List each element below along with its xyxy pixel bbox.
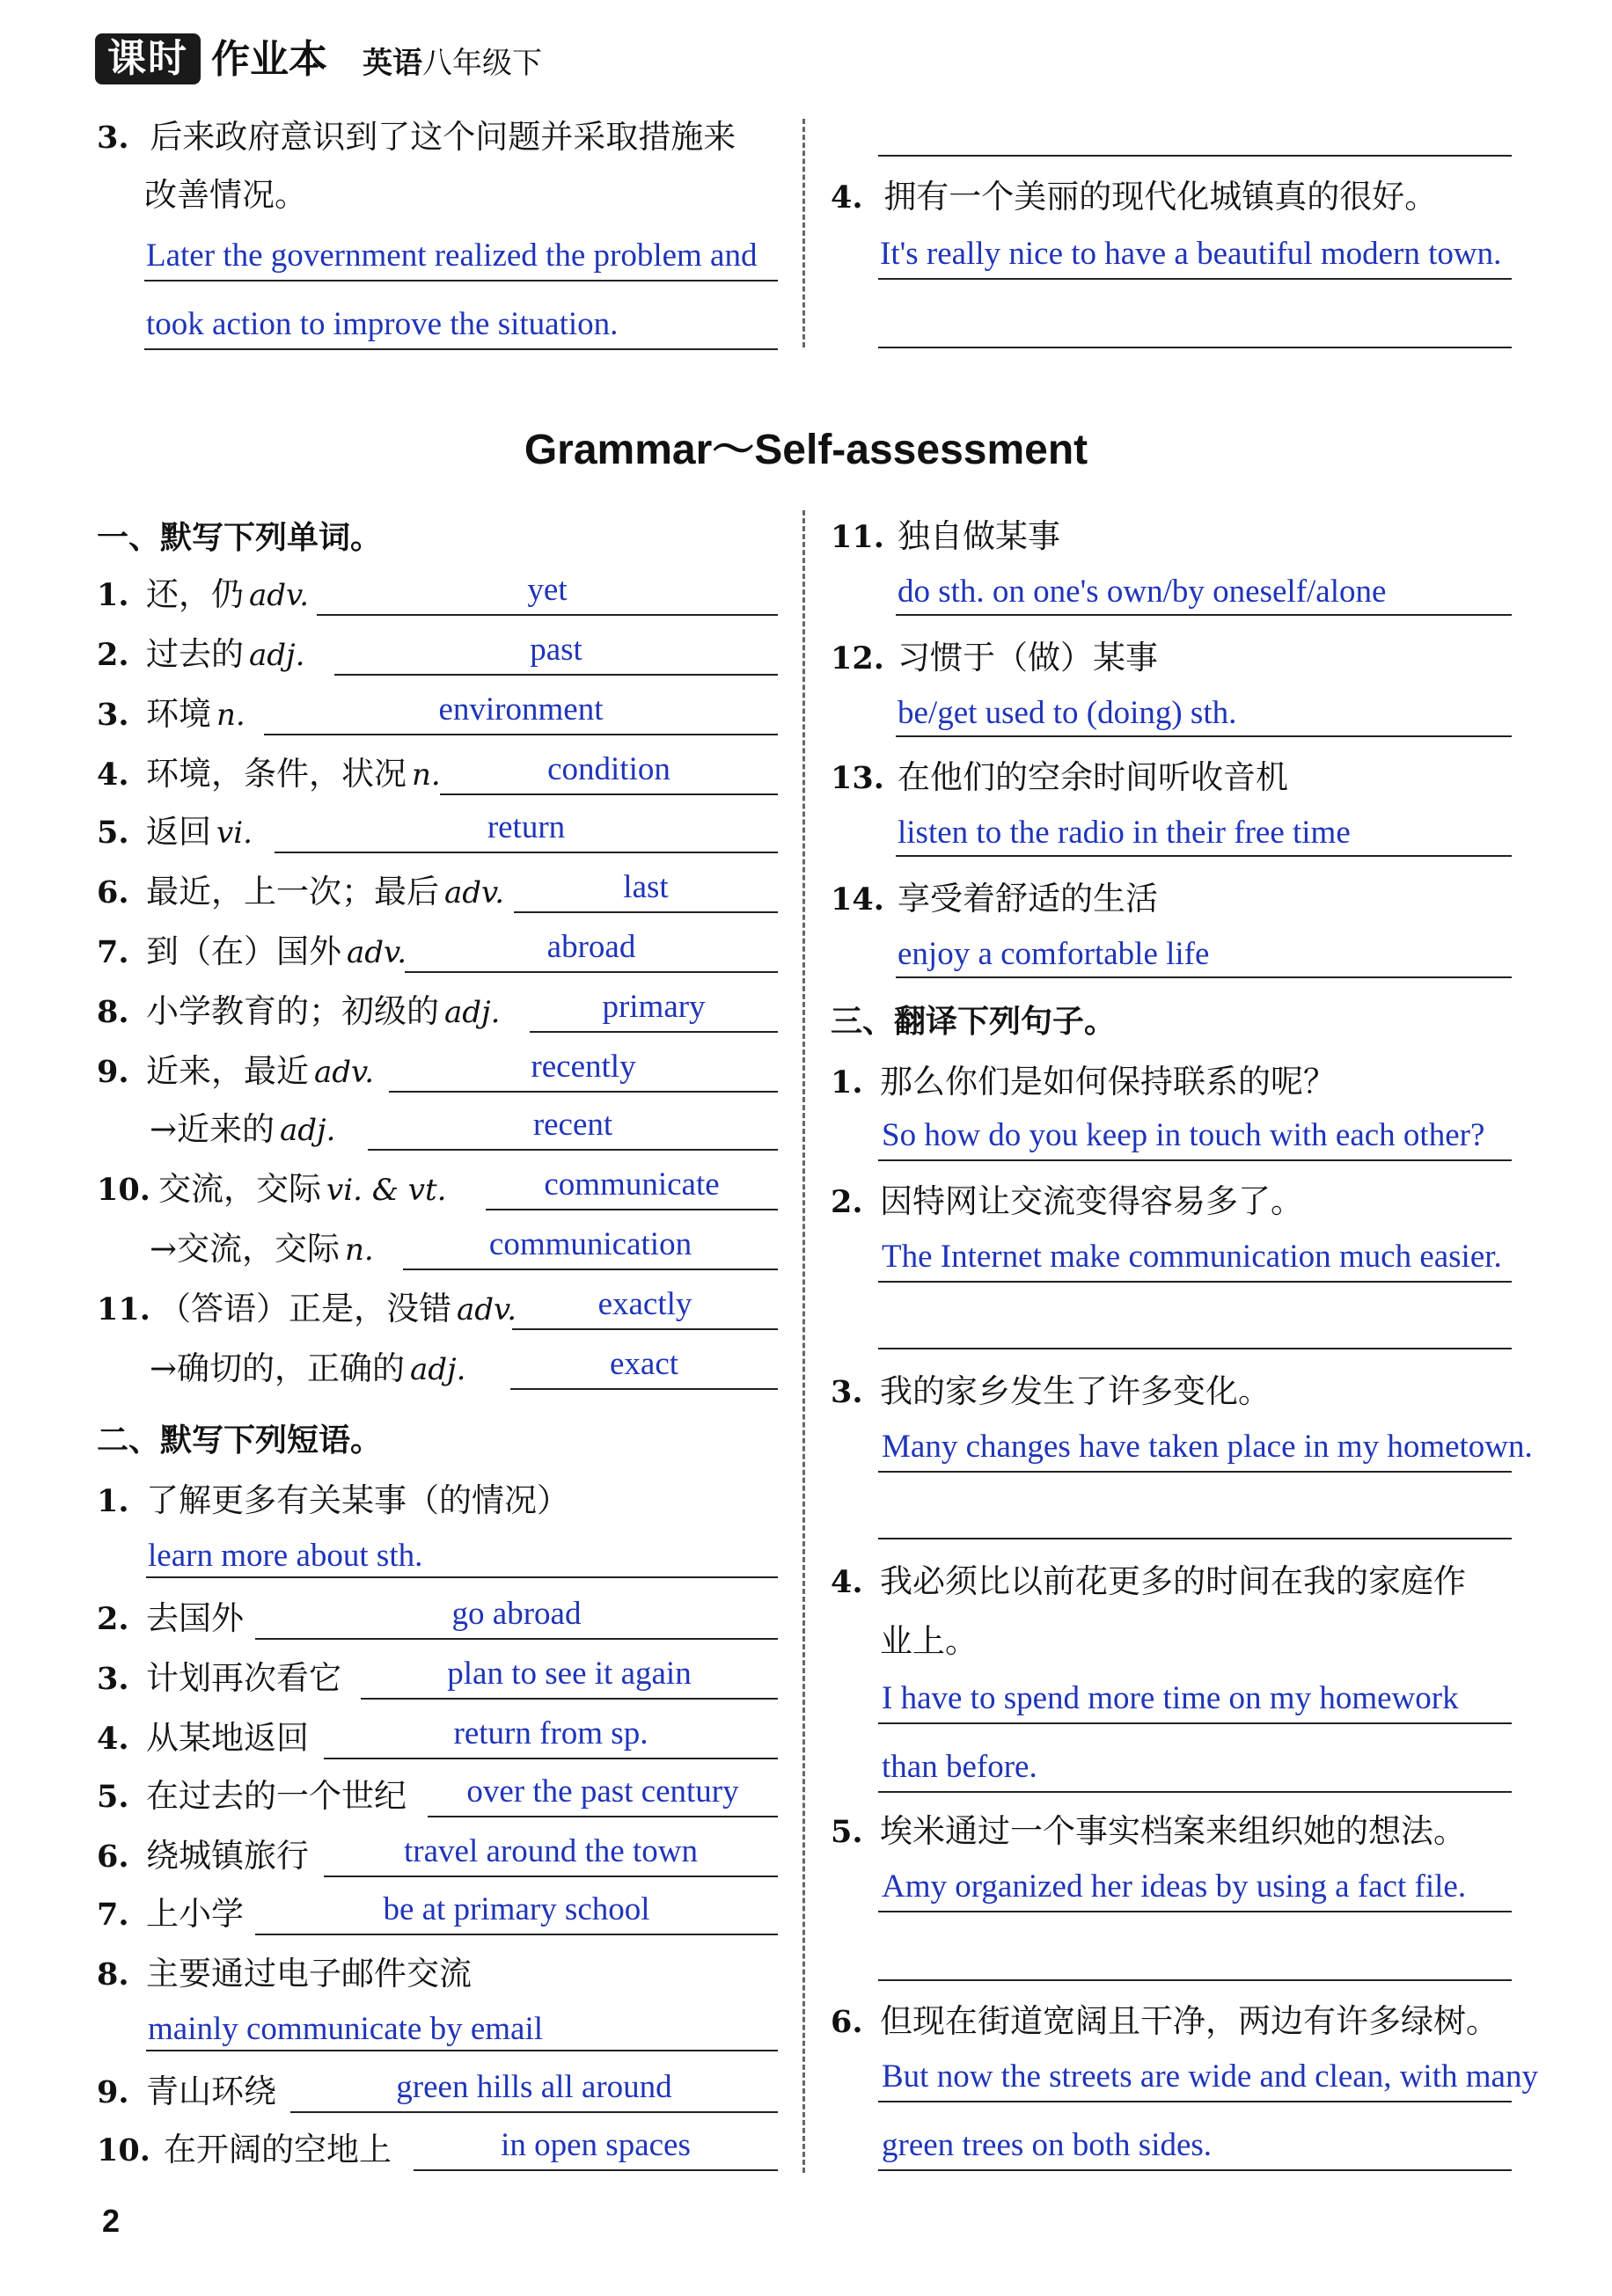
phrase-item [97, 2127, 392, 2174]
item-number: 3. [97, 697, 129, 733]
phrase-answer: listen to the radio in their free time [898, 815, 1351, 851]
phrase-item [97, 1951, 472, 1998]
phrase-item [97, 1773, 407, 1820]
phrase-chinese: 从某地返回 [146, 1719, 309, 1757]
phrase-item [831, 635, 1158, 682]
sentence-chinese-line2: 业上。 [880, 1622, 978, 1660]
item-number: 1. [831, 1064, 863, 1100]
phrase-item [831, 514, 1060, 560]
answer-line [428, 1816, 778, 1817]
word-item [97, 572, 309, 618]
part-of-speech: n. [216, 698, 245, 733]
answer-line [878, 1348, 1512, 1349]
answer-line [405, 971, 778, 973]
phrase-chinese: 在过去的一个世纪 [146, 1777, 407, 1815]
part-of-speech: adv. [444, 875, 505, 910]
word-item [97, 1346, 465, 1393]
book-title: 作业本 [211, 37, 327, 82]
phrase-item [97, 1833, 309, 1880]
answer-line [514, 911, 778, 913]
word-chinese: →交流，交际 [150, 1230, 341, 1268]
answer-line [290, 2111, 778, 2113]
word-item [97, 929, 407, 976]
answer-line [334, 674, 778, 676]
item-number: 11. [97, 1291, 150, 1327]
item-number: 3. [97, 1661, 129, 1697]
answer-line [878, 1281, 1512, 1283]
phrase-chinese: 了解更多有关某事（的情况） [146, 1481, 569, 1519]
sentence-chinese: 我的家乡发生了许多变化。 [880, 1372, 1271, 1410]
word-answer: environment [438, 691, 604, 728]
answer-line [878, 2169, 1512, 2171]
grade: 八年级下 [422, 46, 542, 81]
item-number: 1. [97, 1483, 129, 1519]
phrase-answer: return from sp. [453, 1715, 648, 1751]
phrase-chinese: 享受着舒适的生活 [898, 880, 1158, 918]
item-number: 6. [97, 1839, 129, 1875]
section-title: Grammar～Self-assessment [524, 427, 1088, 473]
item-number: 12. [831, 640, 884, 676]
sentence-answer: But now the streets are wide and clean, with many [882, 2058, 1538, 2095]
top-answer-3-line1: Later the government realized the problem and [146, 238, 758, 274]
phrase-item [831, 876, 1158, 923]
phrase-answer: do sth. on one's own/by oneself/alone [898, 574, 1387, 610]
phrase-answer: mainly communicate by email [148, 2011, 544, 2047]
word-answer: past [530, 632, 583, 668]
item-number: 5. [97, 815, 129, 851]
answer-line [324, 1758, 778, 1759]
sentence-item [831, 1059, 1336, 1106]
part-of-speech: n. [412, 757, 441, 793]
answer-line [878, 1791, 1512, 1793]
phrase-chinese: 独自做某事 [898, 517, 1060, 555]
item-number: 9. [97, 2074, 129, 2110]
word-chinese: 还，仍 [146, 575, 244, 613]
book-logo: 课时 [95, 33, 201, 84]
word-item [97, 1286, 517, 1333]
item-number: 8. [97, 994, 129, 1030]
item-number: 10. [97, 1172, 150, 1208]
answer-line [530, 1031, 778, 1033]
phrase-answer: over the past century [466, 1773, 739, 1810]
sentence-answer: green trees on both sides. [882, 2127, 1213, 2163]
phrase-item [97, 1891, 244, 1938]
word-item [97, 989, 500, 1035]
word-chinese: （答语）正是，没错 [158, 1290, 451, 1327]
answer-line [440, 793, 778, 795]
part-of-speech: vi. & vt. [326, 1173, 447, 1208]
word-answer: return [487, 809, 566, 845]
item-number: 5. [831, 1814, 863, 1850]
item-number: 1. [97, 577, 129, 613]
top-question-4: 4. 拥有一个美丽的现代化城镇真的很好。 [831, 178, 1438, 216]
answer-line [878, 347, 1512, 348]
column-divider-top [802, 119, 805, 347]
answer-line [896, 614, 1512, 616]
answer-line [878, 1538, 1512, 1539]
word-chinese: 返回 [146, 813, 211, 851]
word-answer: abroad [546, 929, 636, 965]
sentence-item [831, 1369, 1271, 1415]
answer-line [896, 976, 1512, 978]
word-item [97, 751, 441, 798]
word-chinese: 到（在）国外 [146, 932, 341, 970]
word-answer: communication [488, 1226, 692, 1262]
word-chinese: →确切的，正确的 [150, 1349, 406, 1387]
word-answer: exactly [597, 1286, 692, 1322]
part-of-speech: adv. [347, 935, 407, 970]
item-number: 2. [831, 1184, 863, 1220]
word-item [97, 869, 504, 916]
part-of-speech: n. [345, 1232, 374, 1268]
phrase-chinese: 上小学 [146, 1895, 244, 1933]
word-answer: primary [602, 989, 706, 1025]
item-number: 9. [97, 1054, 129, 1090]
phrase-item [97, 2069, 276, 2116]
item-number: 11. [831, 519, 884, 555]
part-of-speech: adj. [410, 1352, 466, 1387]
phrase-chinese: 在开阔的空地上 [164, 2131, 392, 2168]
answer-line [368, 1149, 778, 1151]
word-answer: recent [532, 1107, 613, 1143]
word-item [97, 1049, 374, 1095]
word-item [97, 691, 245, 738]
sentence-answer: than before. [882, 1749, 1037, 1785]
sentence-chinese: 我必须比以前花更多的时间在我的家庭作 [880, 1562, 1466, 1600]
sentence-answer: The Internet make communication much easier. [882, 1239, 1502, 1275]
sentence-chinese: 埃米通过一个事实档案来组织她的想法。 [880, 1812, 1466, 1850]
answer-line [403, 1269, 778, 1270]
answer-line [878, 1979, 1512, 1981]
answer-line [878, 1471, 1512, 1473]
phrase-item [97, 1478, 569, 1525]
word-item [97, 1107, 335, 1153]
answer-line [878, 1911, 1512, 1912]
item-number: 6. [97, 874, 129, 910]
word-item [97, 1226, 374, 1273]
word-answer: exact [609, 1346, 679, 1382]
phrase-answer: go abroad [451, 1596, 582, 1632]
page-number: 2 [102, 2203, 121, 2239]
phrase-chinese: 去国外 [146, 1599, 244, 1637]
word-chinese: 小学教育的；初级的 [146, 992, 439, 1030]
word-answer: yet [527, 572, 568, 608]
item-number: 5. [97, 1779, 129, 1815]
phrase-answer: plan to see it again [447, 1656, 692, 1692]
answer-line [878, 278, 1512, 280]
word-item [97, 809, 253, 856]
part-of-speech: adv. [457, 1292, 517, 1327]
word-chinese: 交流，交际 [158, 1170, 321, 1208]
part3-heading: 三、翻译下列句子。 [831, 1004, 1117, 1040]
part-of-speech: adv. [314, 1055, 375, 1090]
item-number: 7. [97, 934, 129, 970]
answer-line [146, 1576, 778, 1578]
item-number: 4. [831, 1564, 863, 1600]
word-chinese: 最近，上一次；最后 [146, 873, 439, 910]
answer-line [255, 1934, 778, 1935]
answer-line [414, 2169, 778, 2171]
part-of-speech: vi. [216, 815, 253, 851]
answer-line [361, 1698, 778, 1700]
sentence-answer: So how do you keep in touch with each other? [882, 1117, 1485, 1153]
sentence-chinese: 因特网让交流变得容易多了。 [880, 1182, 1303, 1220]
subject-grade [363, 42, 542, 84]
answer-line [896, 735, 1512, 737]
word-answer: communicate [544, 1166, 720, 1203]
item-number: 3. [831, 1374, 863, 1410]
word-item [97, 1166, 446, 1213]
answer-line [878, 1722, 1512, 1724]
phrase-chinese: 主要通过电子邮件交流 [146, 1955, 472, 1993]
subject: 英语 [363, 46, 422, 81]
phrase-answer: be at primary school [383, 1891, 650, 1927]
phrase-answer: in open spaces [501, 2127, 691, 2163]
phrase-answer: enjoy a comfortable life [898, 936, 1210, 972]
part-of-speech: adj. [444, 995, 501, 1030]
sentence-item [831, 1559, 1466, 1605]
word-item [97, 632, 304, 678]
column-divider [802, 510, 805, 2173]
sentence-item [831, 1999, 1498, 2045]
answer-line [512, 1328, 778, 1330]
item-number: 6. [831, 2004, 863, 2040]
answer-line [896, 855, 1512, 857]
answer-line [146, 2050, 778, 2051]
item-number: 10. [97, 2132, 150, 2168]
phrase-answer: be/get used to (doing) sth. [898, 695, 1237, 731]
answer-line [486, 1209, 778, 1210]
answer-line [389, 1091, 778, 1093]
sentence-chinese: 但现在街道宽阔且干净，两边有许多绿树。 [880, 2002, 1498, 2040]
answer-line [878, 1159, 1512, 1161]
item-number: 13. [831, 760, 884, 796]
answer-line [275, 852, 778, 853]
part-of-speech: adj. [249, 638, 305, 673]
phrase-item [97, 1715, 309, 1762]
word-chinese: 环境，条件，状况 [146, 755, 407, 793]
phrase-chinese: 计划再次看它 [146, 1659, 341, 1697]
part2-heading: 二、默写下列短语。 [97, 1422, 383, 1459]
word-answer: last [623, 869, 669, 905]
phrase-chinese: 在他们的空余时间听收音机 [898, 758, 1288, 796]
answer-line [878, 2101, 1512, 2102]
word-chinese: 环境 [146, 695, 211, 733]
phrase-answer: learn more about sth. [148, 1538, 423, 1574]
sentence-item [831, 1809, 1466, 1855]
sentence-item [831, 1179, 1303, 1225]
item-number: 7. [97, 1897, 129, 1933]
word-chinese: 过去的 [146, 635, 244, 673]
item-number: 2. [97, 1601, 129, 1637]
top-question-3: 3. 后来政府意识到了这个问题并采取措施来 [97, 118, 736, 156]
sentence-answer: Amy organized her ideas by using a fact file. [882, 1868, 1467, 1905]
phrase-item [831, 755, 1288, 801]
answer-line [510, 1388, 778, 1390]
phrase-answer: green hills all around [396, 2069, 672, 2105]
part-of-speech: adv. [249, 578, 310, 613]
answer-line [317, 614, 778, 616]
word-answer: condition [547, 751, 670, 787]
phrase-answer: travel around the town [404, 1833, 698, 1869]
phrase-chinese: 青山环绕 [146, 2073, 276, 2110]
sentence-answer: I have to spend more time on my homework [882, 1680, 1459, 1716]
word-chinese: →近来的 [150, 1110, 275, 1148]
item-number: 4. [97, 757, 129, 793]
answer-line [144, 348, 778, 350]
part1-heading: 一、默写下列单词。 [97, 520, 383, 556]
top-answer-3-line2: took action to improve the situation. [146, 306, 619, 342]
answer-line [264, 734, 778, 735]
answer-line [878, 155, 1512, 157]
phrase-item [97, 1656, 341, 1702]
word-chinese: 近来，最近 [146, 1052, 309, 1090]
answer-line [144, 280, 778, 282]
phrase-chinese: 绕城镇旅行 [146, 1837, 309, 1875]
sentence-chinese: 那么你们是如何保持联系的呢？ [880, 1063, 1336, 1100]
item-number: 4. [97, 1721, 129, 1757]
item-number: 8. [97, 1956, 129, 1993]
answer-line [324, 1876, 778, 1877]
sentence-answer: Many changes have taken place in my hometown. [882, 1429, 1533, 1465]
answer-line [255, 1638, 778, 1640]
item-number: 14. [831, 881, 884, 918]
part-of-speech: adj. [280, 1113, 336, 1148]
word-answer: recently [531, 1049, 636, 1085]
phrase-item [97, 1596, 244, 1642]
item-number: 2. [97, 637, 129, 673]
top-answer-4: It's really nice to have a beautiful modern town. [880, 236, 1502, 272]
phrase-chinese: 习惯于（做）某事 [898, 639, 1158, 676]
top-question-3-line2: 改善情况。 [144, 176, 307, 214]
